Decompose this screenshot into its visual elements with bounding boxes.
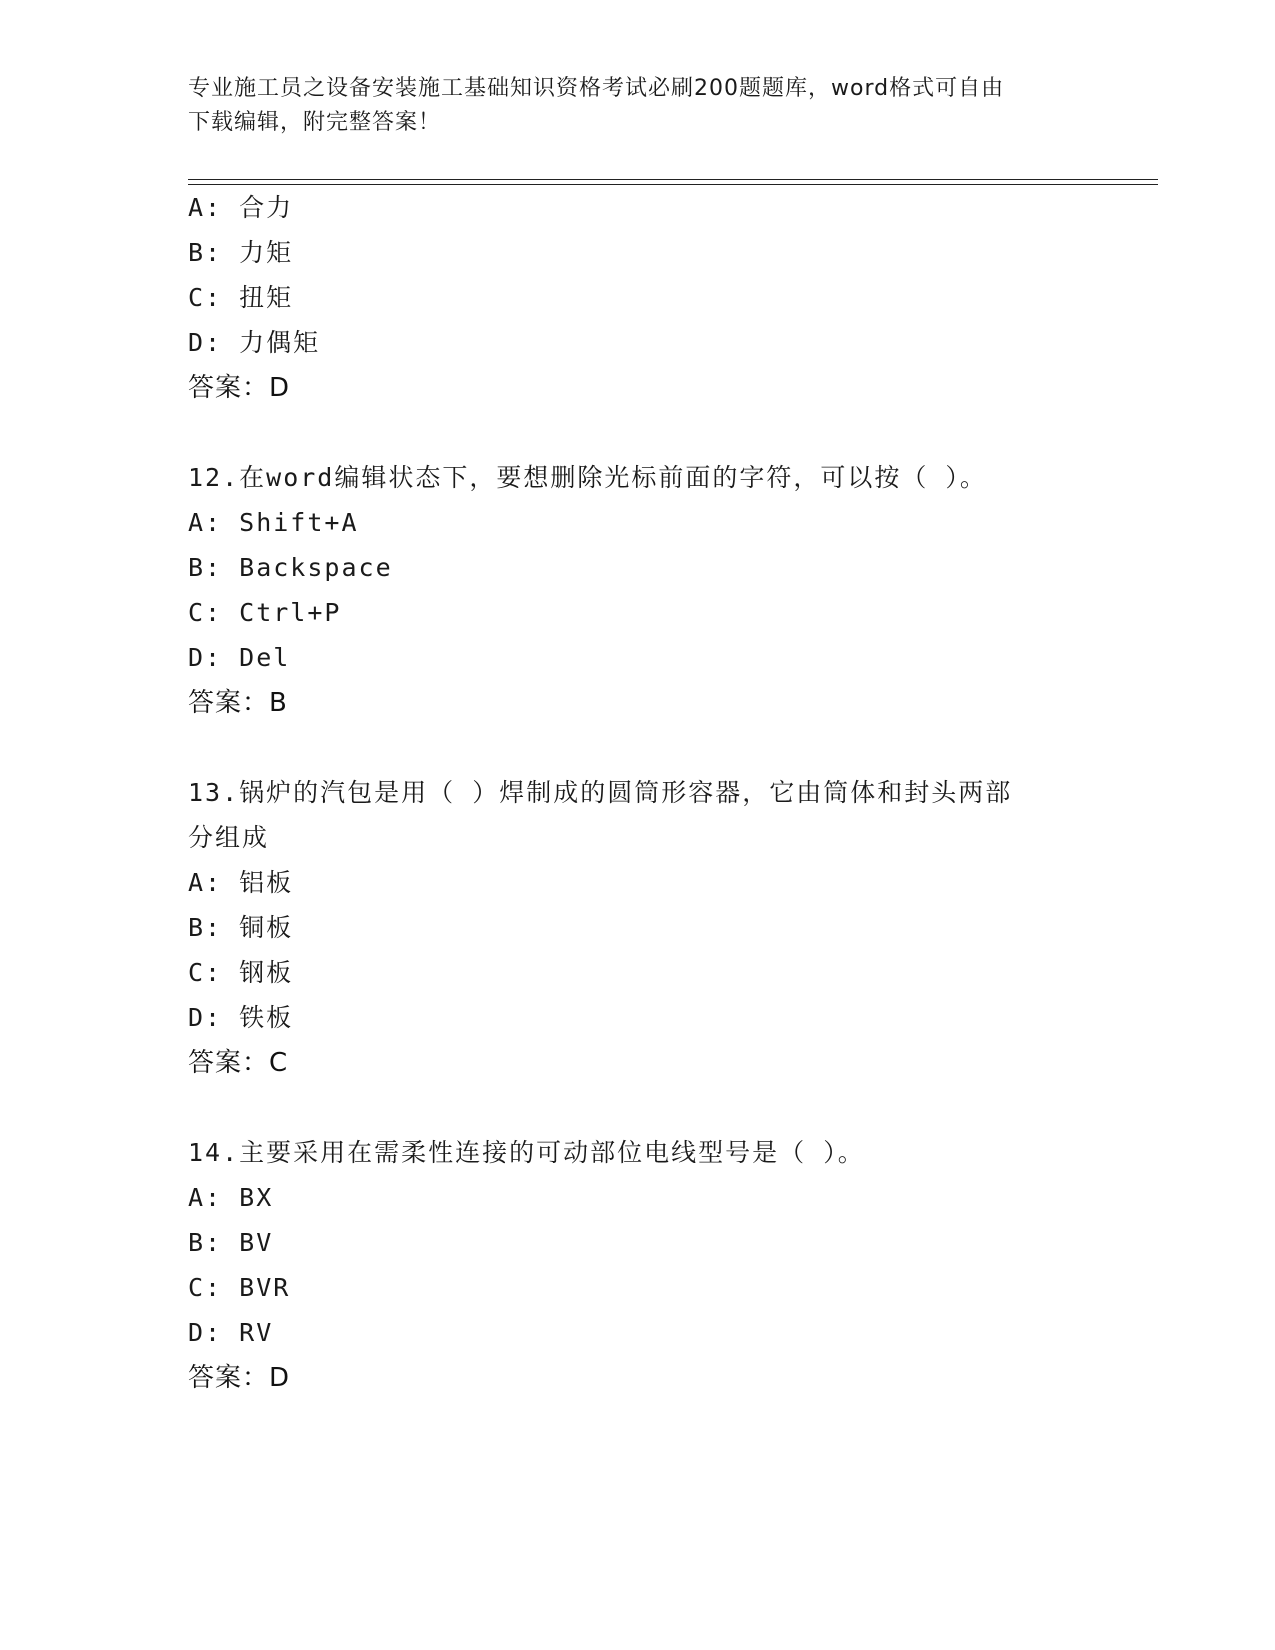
header-divider-bottom (188, 184, 1158, 185)
q13-answer: 答案：C (188, 1048, 289, 1078)
q13-option-a: A: 铝板 (188, 868, 294, 897)
q13-option-b: B: 铜板 (188, 913, 294, 942)
q13-question-line-1: 13.锅炉的汽包是用（ ）焊制成的圆筒形容器，它由筒体和封头两部 (188, 778, 1013, 807)
q12-answer: 答案：B (188, 688, 288, 718)
header-divider-top (188, 179, 1158, 180)
q11-option-c: C: 扭矩 (188, 283, 294, 312)
q12-option-d: D: Del (188, 643, 291, 672)
q13-option-c: C: 钢板 (188, 958, 294, 987)
q14-option-b: B: BV (188, 1228, 274, 1257)
q14-option-a: A: BX (188, 1183, 274, 1212)
q11-answer: 答案：D (188, 373, 291, 403)
q11-option-b: B: 力矩 (188, 238, 294, 267)
q12-option-a: A: Shift+A (188, 508, 359, 537)
q14-question: 14.主要采用在需柔性连接的可动部位电线型号是（ ）。 (188, 1138, 865, 1167)
q14-answer: 答案：D (188, 1363, 291, 1393)
q12-option-c: C: Ctrl+P (188, 598, 342, 627)
q12-option-b: B: Backspace (188, 553, 393, 582)
q11-option-d: D: 力偶矩 (188, 328, 321, 357)
header-title-line-1: 专业施工员之设备安装施工基础知识资格考试必刷200题题库，word格式可自由 (188, 76, 1005, 101)
q14-option-c: C: BVR (188, 1273, 291, 1302)
q13-option-d: D: 铁板 (188, 1003, 294, 1032)
header-title-line-2: 下载编辑，附完整答案！ (188, 110, 442, 135)
q13-question-line-2: 分组成 (188, 823, 270, 852)
document-header (188, 72, 1068, 140)
q11-option-a: A: 合力 (188, 193, 294, 222)
q12-question: 12.在word编辑状态下，要想删除光标前面的字符，可以按（ ）。 (188, 463, 987, 492)
q14-option-d: D: RV (188, 1318, 274, 1347)
